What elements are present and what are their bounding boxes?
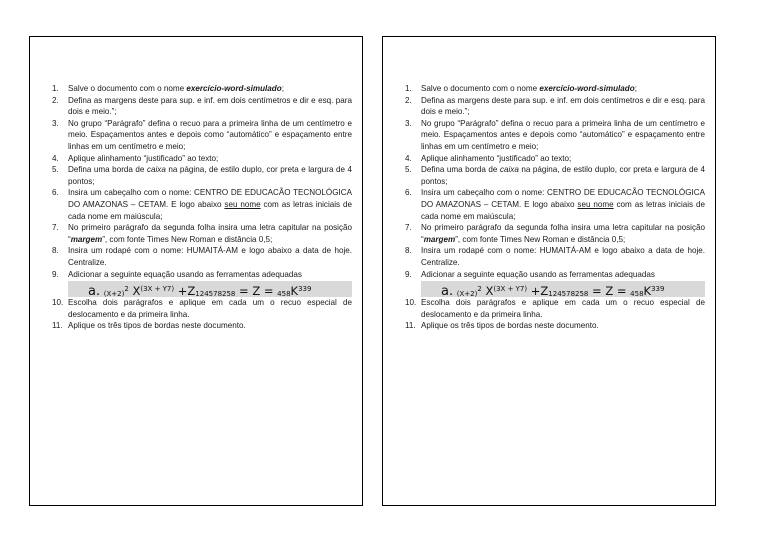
task-number: 9. xyxy=(405,269,412,279)
document-page-right xyxy=(382,36,716,506)
equation-subscript: 458 xyxy=(277,290,291,298)
task-item xyxy=(52,222,352,245)
task-list xyxy=(405,83,705,332)
text-run: Defina as margens deste para sup. e inf. em dois centímetros e dir e esq. para dois e meio.”; xyxy=(421,95,705,117)
equation-subscript: (X+2) xyxy=(456,290,478,298)
equation-subscript: 458 xyxy=(630,290,644,298)
task-text xyxy=(68,119,352,151)
task-item xyxy=(405,222,705,245)
equation-superscript: 2 xyxy=(477,285,482,294)
text-run: Insira um cabeçalho com o nome: CENTRO DE EDUCACÃO TECNOLÓGICA DO AMAZONAS – CETAM. E logo abaixo xyxy=(421,188,705,209)
emphasis-italic: caixa xyxy=(146,165,166,175)
text-run: Aplique os três tipos de bordas neste documento. xyxy=(68,321,246,331)
equation-superscript: 2 xyxy=(124,285,129,294)
task-number: 3. xyxy=(405,118,412,128)
task-number: 10. xyxy=(405,298,417,308)
emphasis-bold-italic: exercício-word-simulado xyxy=(186,84,282,93)
task-item xyxy=(405,164,705,187)
text-run: ”, com fonte Times New Roman e distância 0,5; xyxy=(102,234,273,244)
task-text xyxy=(68,188,352,220)
text-run: Salve o documento com o nome xyxy=(68,84,187,93)
task-item xyxy=(405,153,705,165)
task-number: 6. xyxy=(405,188,412,198)
text-run: Adicionar a seguinte equação usando as ferramentas adequadas xyxy=(68,269,302,279)
task-item xyxy=(52,164,352,187)
task-text xyxy=(68,321,246,330)
task-text xyxy=(421,165,705,186)
task-text xyxy=(421,154,571,163)
task-number: 8. xyxy=(405,246,412,256)
task-number: 4. xyxy=(405,153,412,163)
task-number: 4. xyxy=(52,153,59,163)
task-number: 3. xyxy=(52,118,59,128)
task-item xyxy=(405,95,705,118)
task-text xyxy=(421,246,705,267)
text-run: Aplique alinhamento “justificado” ao texto; xyxy=(68,153,219,163)
emphasis-bold-italic: exercício-word-simulado xyxy=(539,84,635,93)
text-run: No grupo “Parágrafo” defina o recuo para a primeira linha de um centímetro e meio. Espaçamentos antes e depois como “automático” e espaçamento entre linhas em um centímetro e meio; xyxy=(68,118,352,151)
task-number: 11. xyxy=(52,321,63,331)
task-text xyxy=(421,223,705,244)
equation-term: = Z = xyxy=(588,284,631,298)
task-text xyxy=(68,96,352,117)
emphasis-italic: caixa xyxy=(499,165,519,175)
task-item xyxy=(52,83,352,95)
task-text xyxy=(68,246,352,267)
equation-label: a. xyxy=(88,284,101,298)
text-run: na página, de estilo duplo, cor preta e largura de 4 pontos; xyxy=(421,165,705,186)
task-text xyxy=(421,96,705,117)
text-run: na página, de estilo duplo, cor preta e largura de 4 pontos; xyxy=(68,165,352,186)
equation-term: +Z xyxy=(174,284,196,298)
equation-term: K xyxy=(643,284,652,298)
equation-term: = Z = xyxy=(235,284,278,298)
equation-superscript: (3X + Y7) xyxy=(140,285,175,294)
task-number: 7. xyxy=(405,223,412,233)
equation-subscript: 124578258 xyxy=(548,290,589,298)
task-text xyxy=(68,298,352,319)
text-run: Aplique os três tipos de bordas neste documento. xyxy=(421,321,599,331)
text-run: Escolha dois parágrafos e aplique em cada um o recuo especial de deslocamento e da primeira linha. xyxy=(68,298,352,319)
text-run: ”, com fonte Times New Roman e distância 0,5; xyxy=(455,234,626,244)
equation-term: +Z xyxy=(527,284,549,298)
text-run: No grupo “Parágrafo” defina o recuo para a primeira linha de um centímetro e meio. Espaçamentos antes e depois como “automático” e espaçamento entre linhas em um centímetro e meio; xyxy=(421,118,705,151)
task-list xyxy=(52,83,352,332)
equation-subscript: 124578258 xyxy=(195,290,236,298)
task-text xyxy=(68,165,352,186)
task-number: 1. xyxy=(52,84,59,93)
document-page-left xyxy=(29,36,363,506)
text-run: Adicionar a seguinte equação usando as ferramentas adequadas xyxy=(421,269,655,279)
task-item xyxy=(52,118,352,153)
equation-term: X xyxy=(132,284,141,298)
task-item xyxy=(52,320,352,332)
equation-label: a. xyxy=(441,284,454,298)
task-item xyxy=(52,269,352,298)
text-run: Insira um rodapé com o nome: HUMAITÁ-AM e logo abaixo a data de hoje. Centralize. xyxy=(421,246,705,267)
task-item xyxy=(405,269,705,298)
text-run: Defina uma borda de xyxy=(421,165,500,175)
task-number: 6. xyxy=(52,188,59,198)
task-item xyxy=(405,245,705,268)
task-item xyxy=(405,297,705,320)
text-run: Insira um rodapé com o nome: HUMAITÁ-AM e logo abaixo a data de hoje. Centralize. xyxy=(68,246,352,267)
text-run: com as letras iniciais de cada nome em maiúscula; xyxy=(68,199,353,221)
equation-superscript: 339 xyxy=(298,285,312,294)
text-run: No primeiro parágrafo da segunda folha insira uma letra capitular na posição “ xyxy=(68,223,352,244)
underlined-text: seu nome xyxy=(224,199,261,209)
task-item xyxy=(52,187,352,222)
task-number: 8. xyxy=(52,246,59,256)
text-run: Defina uma borda de xyxy=(68,165,147,175)
emphasis-bold-italic: margem xyxy=(423,234,456,244)
task-number: 2. xyxy=(405,95,412,105)
task-item xyxy=(405,187,705,222)
task-item xyxy=(52,95,352,118)
task-item xyxy=(405,320,705,332)
task-item xyxy=(405,118,705,153)
equation-term: K xyxy=(290,284,299,298)
text-run: No primeiro parágrafo da segunda folha insira uma letra capitular na posição “ xyxy=(421,223,705,244)
equation-superscript: (3X + Y7) xyxy=(493,285,528,294)
task-text xyxy=(421,84,637,93)
text-run: ; xyxy=(281,84,284,93)
text-run: Salve o documento com o nome xyxy=(421,84,540,93)
task-number: 7. xyxy=(52,223,59,233)
task-item xyxy=(405,83,705,95)
equation-term: X xyxy=(485,284,494,298)
task-number: 2. xyxy=(52,95,59,105)
text-run: Insira um cabeçalho com o nome: CENTRO DE EDUCACÃO TECNOLÓGICA DO AMAZONAS – CETAM. E logo abaixo xyxy=(68,188,352,209)
text-run: Defina as margens deste para sup. e inf. em dois centímetros e dir e esq. para dois e meio.”; xyxy=(68,95,352,117)
task-number: 1. xyxy=(405,84,412,93)
task-text xyxy=(421,270,655,279)
emphasis-bold-italic: margem xyxy=(70,234,103,244)
task-item xyxy=(52,245,352,268)
task-text xyxy=(68,270,302,279)
task-text xyxy=(421,321,599,330)
equation-subscript: (X+2) xyxy=(103,290,125,298)
text-run: Aplique alinhamento “justificado” ao texto; xyxy=(421,153,572,163)
task-text xyxy=(68,223,352,244)
equation-superscript: 339 xyxy=(651,285,665,294)
task-number: 5. xyxy=(405,165,412,175)
task-number: 5. xyxy=(52,165,59,175)
task-text xyxy=(421,298,705,319)
equation-box xyxy=(68,281,352,297)
task-number: 11. xyxy=(405,321,416,331)
task-item xyxy=(52,297,352,320)
task-number: 9. xyxy=(52,269,59,279)
task-item xyxy=(52,153,352,165)
underlined-text: seu nome xyxy=(577,199,614,209)
text-run: ; xyxy=(634,84,637,93)
task-number: 10. xyxy=(52,298,64,308)
task-text xyxy=(68,154,218,163)
task-text xyxy=(68,84,284,93)
text-run: com as letras iniciais de cada nome em maiúscula; xyxy=(421,199,706,221)
task-text xyxy=(421,188,705,220)
text-run: Escolha dois parágrafos e aplique em cada um o recuo especial de deslocamento e da primeira linha. xyxy=(421,298,705,319)
equation-box xyxy=(421,281,705,297)
task-text xyxy=(421,119,705,151)
